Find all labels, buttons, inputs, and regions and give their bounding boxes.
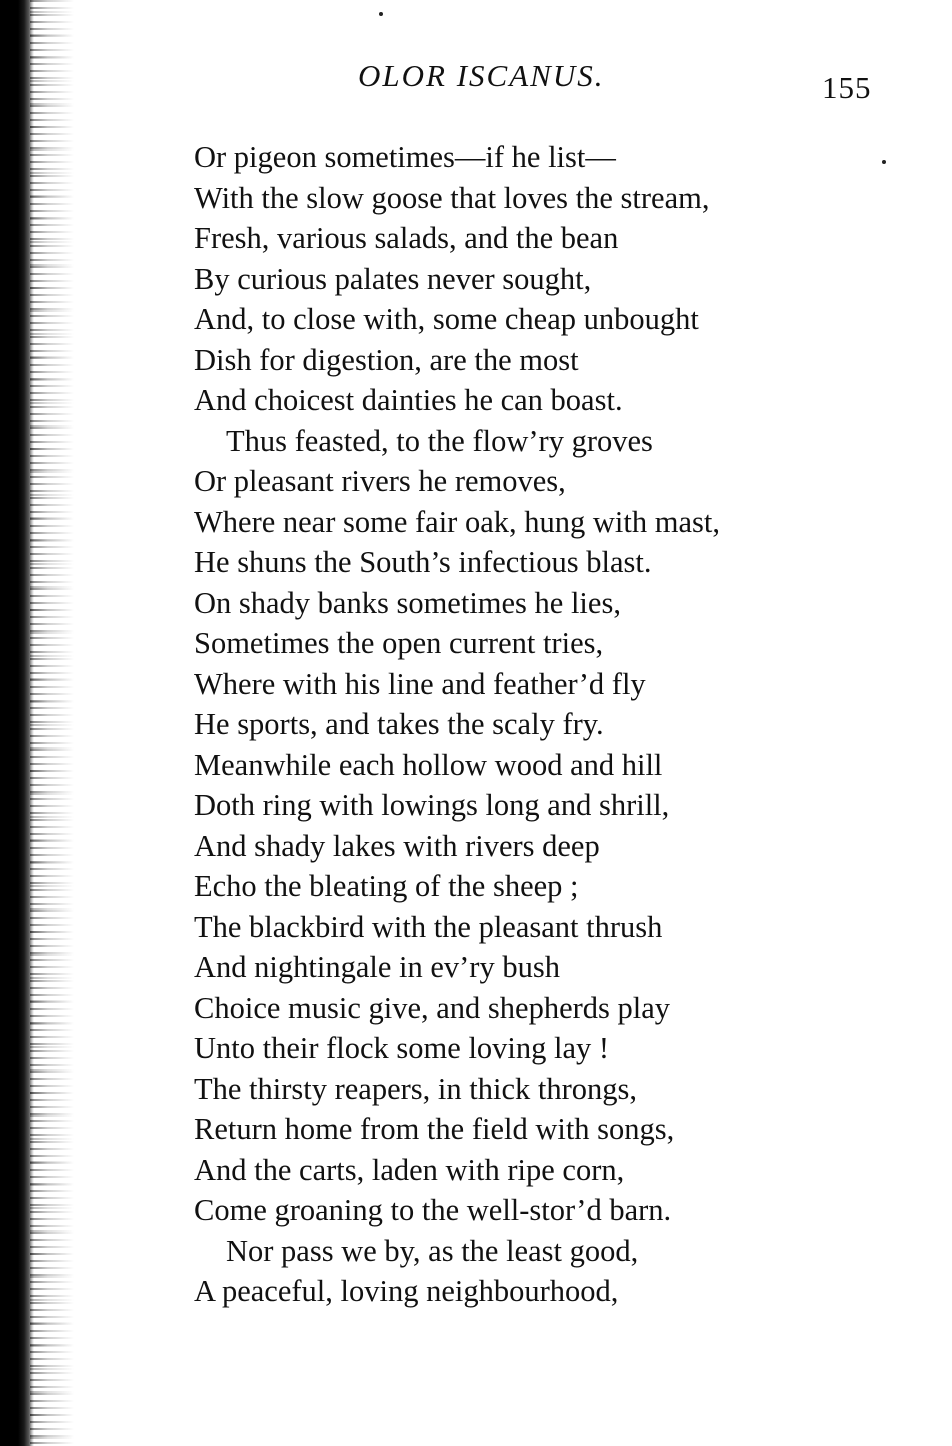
poem-line: Return home from the field with songs,: [194, 1112, 675, 1146]
poem-line: By curious palates never sought,: [194, 261, 592, 296]
poem-line: Or pigeon sometimes—if he list—: [194, 140, 616, 174]
page-number: 155: [822, 70, 872, 105]
poem-line: Fresh, various salads, and the bean: [194, 221, 619, 255]
poem-line: With the slow goose that loves the stream,: [194, 180, 710, 215]
poem-line: Dish for digestion, are the most: [194, 342, 579, 377]
poem-line: He sports, and takes the scaly fry.: [194, 707, 604, 741]
poem-line: He shuns the South’s infectious blast.: [194, 545, 652, 579]
poem-line: The blackbird with the pleasant thrush: [194, 909, 663, 944]
poem-line: Choice music give, and shepherds play: [194, 990, 671, 1025]
poem-line: Where with his line and feather’d fly: [194, 666, 646, 701]
poem-line: Come groaning to the well-stor’d barn.: [194, 1193, 672, 1227]
running-title: OLOR ISCANUS.: [358, 58, 605, 93]
poem-line: Echo the bleating of the sheep ;: [194, 869, 579, 903]
book-spine-shadow: [0, 0, 34, 1446]
poem-line: On shady banks sometimes he lies,: [194, 585, 621, 620]
poem-line: Sometimes the open current tries,: [194, 626, 604, 660]
poem-text: [194, 137, 894, 1312]
poem-line: And nightingale in ev’ry bush: [194, 950, 560, 984]
poem-line: And, to close with, some cheap unbought: [194, 302, 699, 336]
poem-line: Thus feasted, to the flow’ry groves: [226, 423, 653, 458]
spine-scan-noise: [30, 0, 74, 1446]
poem-line: Meanwhile each hollow wood and hill: [194, 747, 663, 782]
poem-line: Unto their flock some loving lay !: [194, 1031, 610, 1065]
page-header: [0, 58, 952, 108]
poem-line: Nor pass we by, as the least good,: [226, 1233, 639, 1268]
poem-line: Where near some fair oak, hung with mast,: [194, 504, 720, 539]
poem-line: Doth ring with lowings long and shrill,: [194, 788, 670, 822]
poem-line: The thirsty reapers, in thick throngs,: [194, 1071, 637, 1106]
poem-line: And shady lakes with rivers deep: [194, 828, 600, 863]
poem-line: A peaceful, loving neighbourhood,: [194, 1274, 619, 1308]
poem-line: Or pleasant rivers he removes,: [194, 464, 566, 498]
poem-line: And the carts, laden with ripe corn,: [194, 1152, 625, 1187]
poem-line: And choicest dainties he can boast.: [194, 383, 623, 417]
scan-speck: [379, 12, 383, 16]
